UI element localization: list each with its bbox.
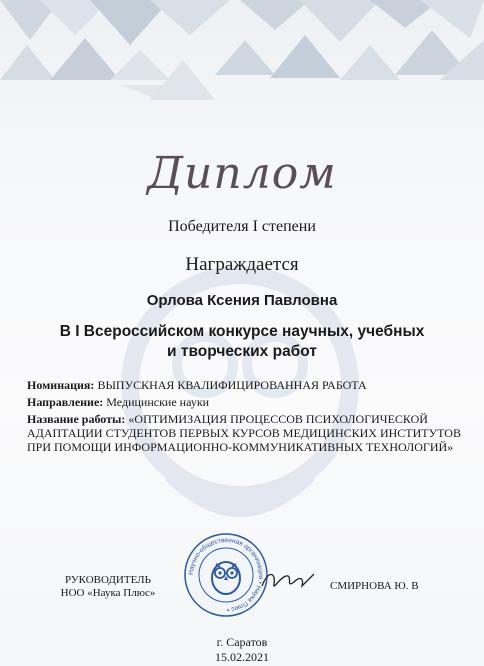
- decorative-triangles: [0, 0, 484, 110]
- direction-row: [27, 395, 467, 409]
- direction-label: Направление:: [27, 395, 104, 409]
- diploma-subtitle: Победителя I степени: [168, 218, 316, 235]
- work-title-value: «ОПТИМИЗАЦИЯ ПРОЦЕССОВ ПСИХОЛОГИЧЕСКОЙ АДАПТАЦИИ СТУДЕНТОВ ПЕРВЫХ КУРСОВ МЕДИЦИНСКИХ ИНСТИТУТОВ ПРИ ПОМОЩИ ИНФОРМАЦИОННО-КОММУНИКАТИВНЫХ ТЕХНОЛОГИЙ»: [27, 412, 461, 454]
- work-title-row: [27, 412, 467, 454]
- leader-block: [48, 574, 168, 600]
- signer-name: СМИРНОВА Ю. В: [330, 580, 419, 592]
- seal-ring-text: Научно-общественная организация • Наука Плюс •: [187, 536, 265, 613]
- contest-line-2: и творческих работ: [167, 343, 317, 360]
- diploma-title: Диплом: [147, 148, 337, 199]
- details-block: [27, 378, 467, 457]
- work-title-label: Название работы:: [27, 412, 126, 426]
- city: г. Саратов: [216, 635, 268, 649]
- direction-value: Медицинские науки: [106, 395, 210, 409]
- date: 15.02.2021: [215, 650, 269, 664]
- organization-seal: [183, 532, 269, 618]
- contest-line-1: В I Всероссийском конкурсе научных, учебных: [59, 323, 425, 340]
- nomination-row: [27, 378, 467, 392]
- nomination-value: ВЫПУСКНАЯ КВАЛИФИЦИРОВАННАЯ РАБОТА: [97, 378, 367, 392]
- signature: [258, 566, 318, 596]
- leader-title: РУКОВОДИТЕЛЬ: [65, 574, 151, 586]
- contest-name: [50, 322, 434, 362]
- awarded-label: Награждается: [185, 254, 299, 275]
- recipient-name: Орлова Ксения Павловна: [146, 292, 338, 309]
- leader-organization: НОО «Наука Плюс»: [60, 587, 156, 599]
- nomination-label: Номинация:: [27, 378, 95, 392]
